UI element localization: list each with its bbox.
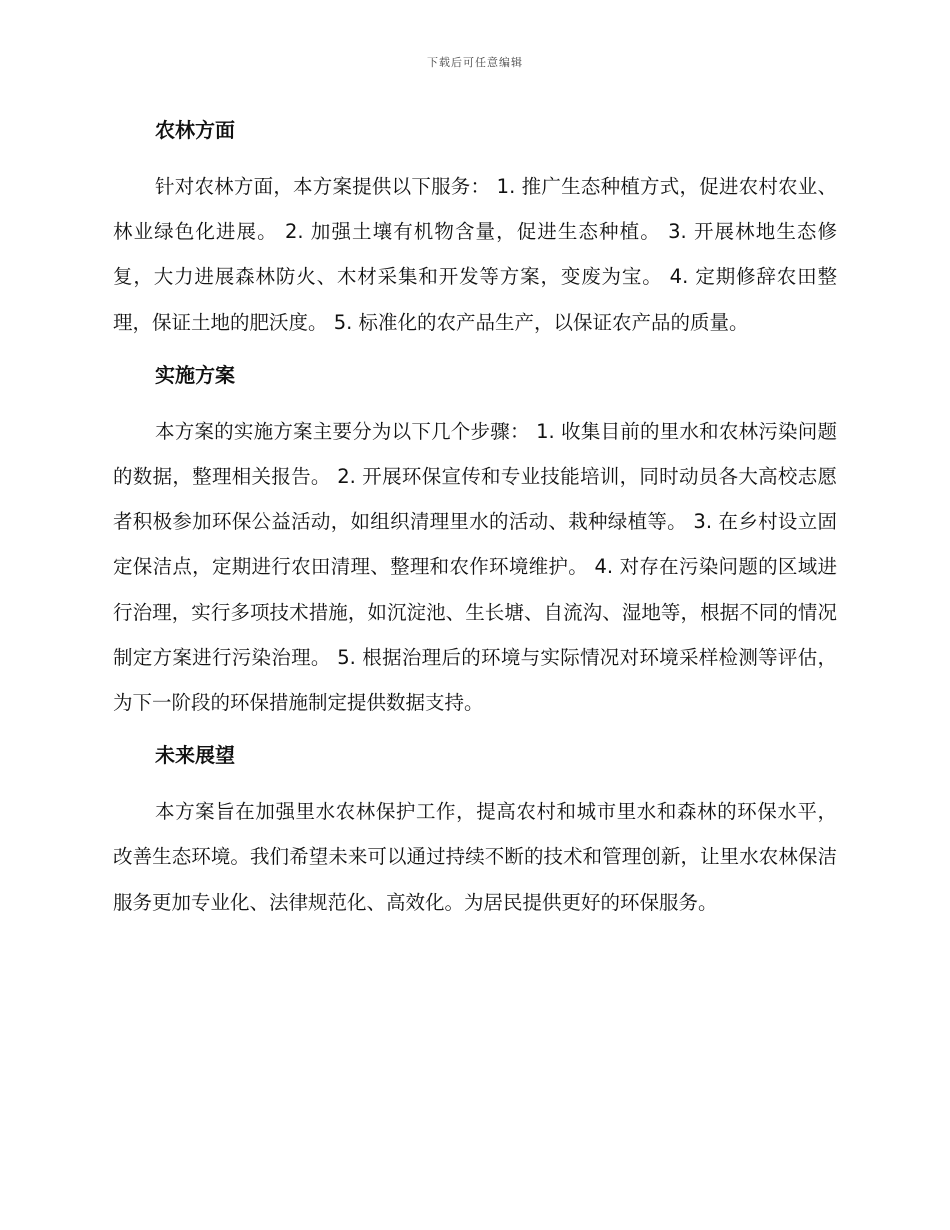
document-body xyxy=(113,112,837,925)
page-header-note: 下载后可任意编辑 xyxy=(427,56,523,69)
section-heading-implementation: 实施方案 xyxy=(155,362,235,387)
section-heading-outlook: 未来展望 xyxy=(155,743,235,768)
section-paragraph-agriculture-forestry: 针对农林方面，本方案提供以下服务： 1. 推广生态种植方式，促进农村农业、林业绿色化进展。 2. 加强土壤有机物含量，促进生态种植。 3. 开展林地生态修复，大力进展森林防火、木材采集和开发等方案，变废为宝。 4. 定期修辞农田整理，保证土地的肥沃度。 5. 标准化的农产品生产，以保证农产品的质量。 xyxy=(113,175,837,334)
section-heading-agriculture-forestry: 农林方面 xyxy=(155,118,235,142)
section-paragraph-outlook: 本方案旨在加强里水农林保护工作，提高农村和城市里水和森林的环保水平，改善生态环境。我们希望未来可以通过持续不断的技术和管理创新，让里水农林保洁服务更加专业化、法律规范化、高效化。为居民提供更好的环保服务。 xyxy=(113,800,837,914)
section-paragraph-implementation: 本方案的实施方案主要分为以下几个步骤： 1. 收集目前的里水和农林污染问题的数据，整理相关报告。 2. 开展环保宣传和专业技能培训，同时动员各大高校志愿者积极参加环保公益活动，如组织清理里水的活动、栽种绿植等。 3. 在乡村设立固定保洁点，定期进行农田清理、整理和农作环境维护。 4. 对存在污染问题的区域进行治理，实行多项技术措施，如沉淀池、生长塘、自流沟、湿地等，根据不同的情况制定方案进行污染治理。 5. 根据治理后的环境与实际情况对环境采样检测等评估，为下一阶段的环保措施制定提供数据支持。 xyxy=(113,419,837,715)
